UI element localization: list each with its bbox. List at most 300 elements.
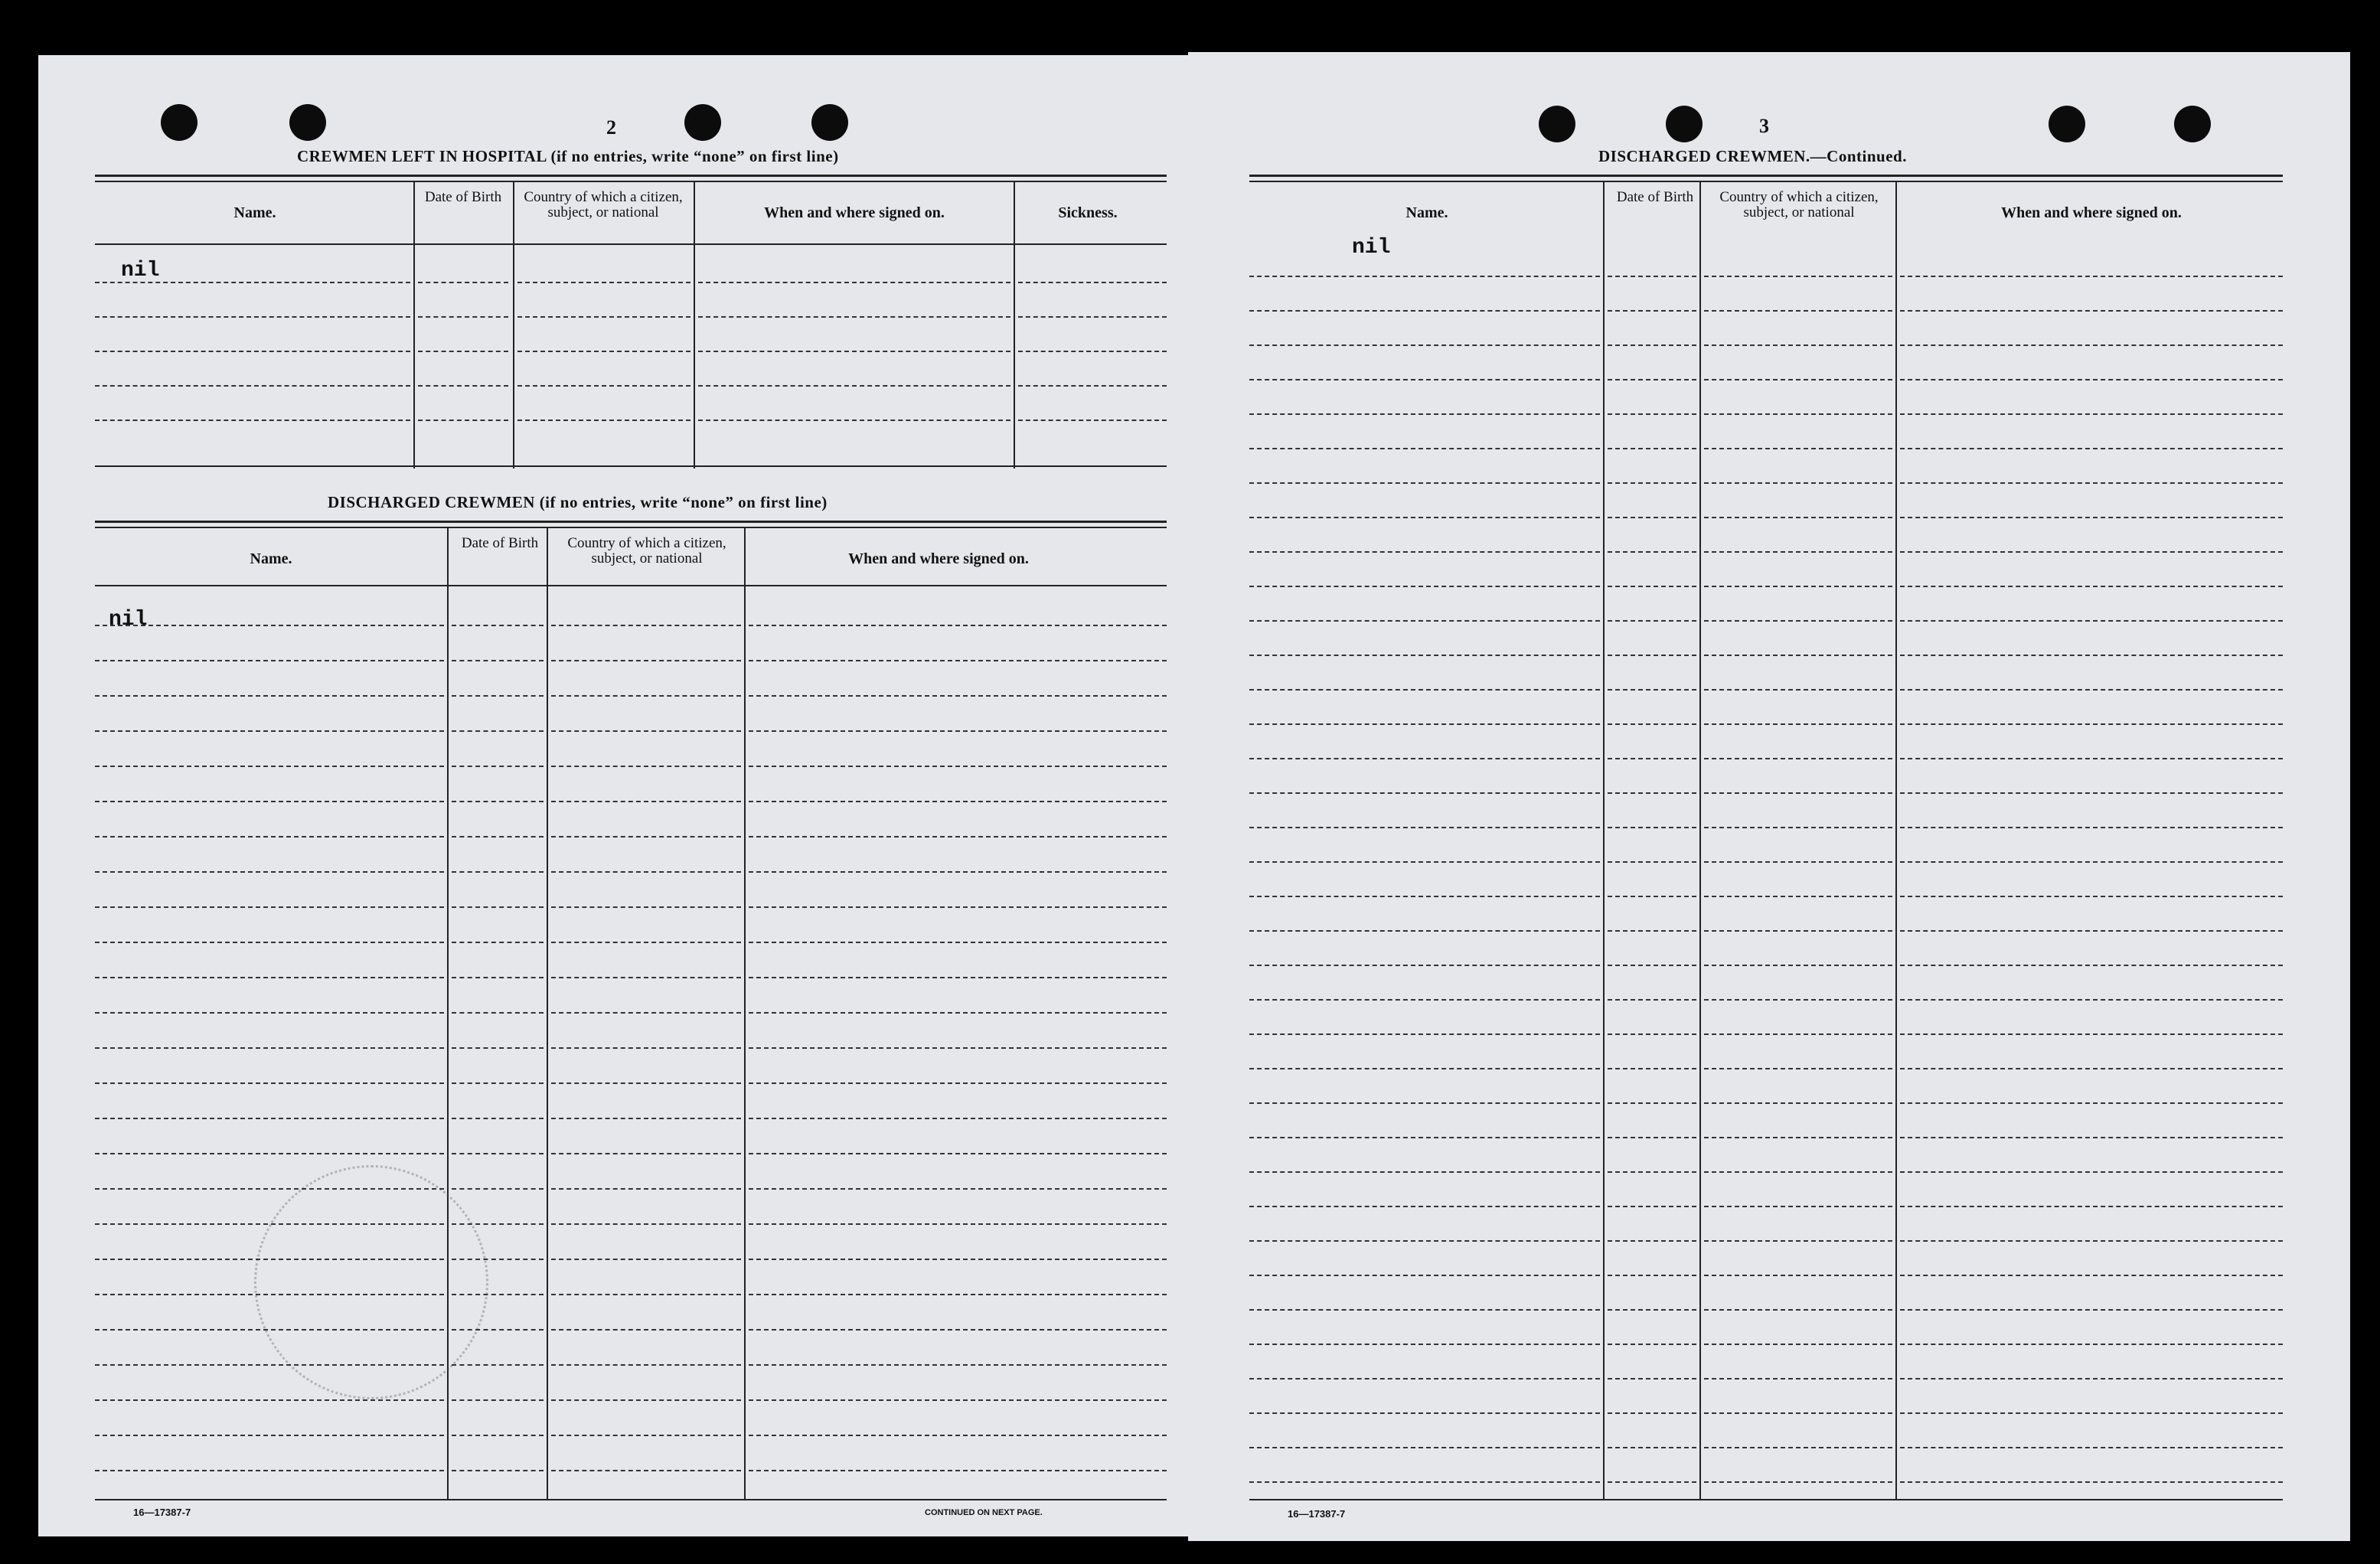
ruled-line <box>1704 1240 1892 1242</box>
ruled-line <box>1900 861 2283 863</box>
ruled-line <box>1900 689 2283 691</box>
ruled-line <box>1704 1171 1892 1173</box>
ruled-line <box>95 385 410 387</box>
ruled-line <box>1704 965 1892 966</box>
column-divider <box>744 528 746 1500</box>
table-bottom-rule <box>95 1499 1167 1500</box>
table-top-rule <box>1249 175 2283 177</box>
ruled-line <box>95 316 410 318</box>
left-page <box>38 55 1200 1536</box>
ruled-line <box>1900 517 2283 518</box>
punch-hole <box>1666 106 1703 142</box>
page-number: 3 <box>1759 115 1769 137</box>
punch-hole <box>684 104 721 141</box>
ruled-line <box>1704 861 1892 863</box>
ruled-line <box>749 1399 1167 1401</box>
ruled-line <box>95 1329 444 1331</box>
ruled-line <box>1249 1447 1600 1448</box>
ruled-line <box>551 1153 741 1154</box>
table-bottom-rule <box>95 465 1167 467</box>
ruled-line <box>1608 1378 1696 1380</box>
ruled-line <box>551 871 741 873</box>
ruled-line <box>1900 482 2283 484</box>
table-top-rule <box>95 181 1167 182</box>
ruled-line <box>1249 1240 1600 1242</box>
ruled-line <box>749 1188 1167 1190</box>
discharged-title-text: DISCHARGED CREWMEN <box>328 493 535 511</box>
table-top-rule <box>95 521 1167 523</box>
ruled-line <box>749 1294 1167 1295</box>
ruled-line <box>452 1047 544 1049</box>
ruled-line <box>95 1082 444 1084</box>
ruled-line <box>452 1082 544 1084</box>
discharged-first-entry: nil <box>109 608 148 632</box>
ruled-line <box>1900 655 2283 656</box>
ruled-line <box>1704 1447 1892 1448</box>
discharged-section-title <box>328 493 828 512</box>
ruled-line <box>749 801 1167 802</box>
ruled-line <box>698 420 1010 421</box>
column-header-signed-on: When and where signed on. <box>2001 204 2182 221</box>
ruled-line <box>1608 965 1696 966</box>
ruled-line <box>1704 448 1892 449</box>
ruled-line <box>1249 379 1600 380</box>
ruled-line <box>1249 1344 1600 1345</box>
ruled-line <box>1704 1481 1892 1483</box>
ruled-line <box>95 1188 444 1190</box>
ruled-line <box>452 1223 544 1225</box>
ruled-line <box>551 1470 741 1471</box>
ruled-line <box>1704 1102 1892 1104</box>
ruled-line <box>551 1118 741 1119</box>
header-bottom-rule <box>95 243 1167 245</box>
ruled-line <box>1704 586 1892 587</box>
ruled-line <box>1704 655 1892 656</box>
ruled-line <box>1608 517 1696 518</box>
ruled-line <box>1900 586 2283 587</box>
ruled-line <box>1608 1171 1696 1173</box>
ruled-line <box>418 420 508 421</box>
ruled-line <box>551 801 741 802</box>
ruled-line <box>551 1047 741 1049</box>
ruled-line <box>452 1259 544 1260</box>
ruled-line <box>1608 1137 1696 1138</box>
ruled-line <box>1900 344 2283 346</box>
ruled-line <box>1900 758 2283 759</box>
ruled-line <box>1608 379 1696 380</box>
ruled-line <box>1900 1033 2283 1035</box>
ruled-line <box>1249 689 1600 691</box>
ruled-line <box>1900 1137 2283 1138</box>
ruled-line <box>1018 282 1167 283</box>
ruled-line <box>95 1364 444 1366</box>
ruled-line <box>1704 792 1892 794</box>
discharged-instruction: (if no entries, write “none” on first line) <box>539 493 828 511</box>
ruled-line <box>1900 1275 2283 1276</box>
ruled-line <box>1704 999 1892 1001</box>
ruled-line <box>1249 655 1600 656</box>
column-header-country: Country of which a citizen, subject, or national <box>567 535 726 567</box>
column-header-sickness: Sickness. <box>1058 204 1118 221</box>
ruled-line <box>551 625 741 626</box>
column-divider <box>513 182 514 469</box>
form-number: 16—17387-7 <box>133 1507 191 1518</box>
punch-hole <box>161 104 198 141</box>
ruled-line <box>1608 448 1696 449</box>
punch-hole <box>1539 106 1575 142</box>
ruled-line <box>95 1012 444 1014</box>
ruled-line <box>1900 1481 2283 1483</box>
ruled-line <box>95 730 444 732</box>
ruled-line <box>1608 1102 1696 1104</box>
column-header-name: Name. <box>250 550 292 567</box>
ruled-line <box>1608 723 1696 725</box>
ruled-line <box>517 282 690 283</box>
ruled-line <box>1900 792 2283 794</box>
hospital-title-text: CREWMEN LEFT IN HOSPITAL <box>297 147 547 165</box>
ruled-line <box>551 1329 741 1331</box>
ruled-line <box>1249 551 1600 553</box>
ruled-line <box>1900 965 2283 966</box>
ruled-line <box>452 1153 544 1154</box>
ruled-line <box>749 1153 1167 1154</box>
ruled-line <box>749 871 1167 873</box>
ruled-line <box>452 942 544 943</box>
ruled-line <box>1608 413 1696 415</box>
column-divider <box>413 182 415 469</box>
ruled-line <box>551 1294 741 1295</box>
hospital-section-title <box>297 147 839 166</box>
ruled-line <box>749 836 1167 838</box>
ruled-line <box>1249 827 1600 828</box>
ruled-line <box>749 730 1167 732</box>
ruled-line <box>1608 482 1696 484</box>
ruled-line <box>1608 758 1696 759</box>
ruled-line <box>1608 1240 1696 1242</box>
ruled-line <box>749 695 1167 697</box>
ruled-line <box>1249 896 1600 897</box>
ruled-line <box>1249 1309 1600 1311</box>
ruled-line <box>95 282 410 283</box>
ruled-line <box>1249 482 1600 484</box>
ruled-line <box>551 660 741 661</box>
ruled-line <box>1704 930 1892 932</box>
ruled-line <box>452 766 544 767</box>
ruled-line <box>95 801 444 802</box>
ruled-line <box>1249 965 1600 966</box>
ruled-line <box>1704 1068 1892 1069</box>
ruled-line <box>749 1329 1167 1331</box>
ruled-line <box>551 1188 741 1190</box>
ruled-line <box>1900 276 2283 277</box>
ruled-line <box>452 1329 544 1331</box>
discharged-continued-title: DISCHARGED CREWMEN.—Continued. <box>1598 147 1907 165</box>
ruled-line <box>1704 551 1892 553</box>
ruled-line <box>1249 1137 1600 1138</box>
column-divider <box>694 182 695 469</box>
column-header-dob: Date of Birth <box>1616 189 1694 205</box>
ruled-line <box>1249 517 1600 518</box>
ruled-line <box>1249 448 1600 449</box>
ruled-line <box>1608 276 1696 277</box>
ruled-line <box>1900 1309 2283 1311</box>
column-divider <box>547 528 548 1500</box>
punch-hole <box>811 104 848 141</box>
ruled-line <box>749 766 1167 767</box>
ruled-line <box>452 1012 544 1014</box>
ruled-line <box>517 420 690 421</box>
ruled-line <box>1018 351 1167 352</box>
ruled-line <box>95 977 444 978</box>
ruled-line <box>1249 1206 1600 1207</box>
column-header-name: Name. <box>1405 204 1448 221</box>
ruled-line <box>1249 1412 1600 1414</box>
ruled-line <box>95 766 444 767</box>
ruled-line <box>551 730 741 732</box>
ruled-line <box>551 766 741 767</box>
ruled-line <box>95 351 410 352</box>
ruled-line <box>452 1294 544 1295</box>
column-header-signed-on: When and where signed on. <box>764 204 945 221</box>
ruled-line <box>749 1223 1167 1225</box>
ruled-line <box>1018 420 1167 421</box>
ruled-line <box>551 1259 741 1260</box>
ruled-line <box>1704 1412 1892 1414</box>
form-number: 16—17387-7 <box>1288 1508 1346 1520</box>
ruled-line <box>1249 758 1600 759</box>
ruled-line <box>1704 620 1892 622</box>
ruled-line <box>1608 930 1696 932</box>
ruled-line <box>418 385 508 387</box>
column-header-name: Name. <box>233 204 276 221</box>
ruled-line <box>749 1082 1167 1084</box>
ruled-line <box>452 625 544 626</box>
ruled-line <box>418 282 508 283</box>
ruled-line <box>1704 1309 1892 1311</box>
ruled-line <box>1900 1344 2283 1345</box>
ruled-line <box>698 316 1010 318</box>
ruled-line <box>452 660 544 661</box>
ruled-line <box>1704 276 1892 277</box>
ruled-line <box>551 977 741 978</box>
ruled-line <box>1608 310 1696 312</box>
column-divider <box>1603 182 1605 1500</box>
header-bottom-rule <box>95 585 1167 586</box>
ruled-line <box>1608 1481 1696 1483</box>
ruled-line <box>698 385 1010 387</box>
ruled-line <box>452 977 544 978</box>
ruled-line <box>1900 896 2283 897</box>
ruled-line <box>1900 310 2283 312</box>
discharged-continued-first-entry: nil <box>1352 236 1391 260</box>
ruled-line <box>551 1012 741 1014</box>
ruled-line <box>1900 930 2283 932</box>
ruled-line <box>452 1470 544 1471</box>
ruled-line <box>1900 620 2283 622</box>
ruled-line <box>1704 758 1892 759</box>
ruled-line <box>1249 413 1600 415</box>
ruled-line <box>1249 1068 1600 1069</box>
punch-hole <box>289 104 326 141</box>
ruled-line <box>1249 930 1600 932</box>
column-header-dob: Date of Birth <box>461 535 539 551</box>
ruled-line <box>452 1118 544 1119</box>
ruled-line <box>698 282 1010 283</box>
ruled-line <box>1608 586 1696 587</box>
ruled-line <box>1608 792 1696 794</box>
ruled-line <box>95 1259 444 1260</box>
ruled-line <box>95 1435 444 1436</box>
ruled-line <box>1704 896 1892 897</box>
ruled-line <box>1900 1171 2283 1173</box>
ruled-line <box>1249 1481 1600 1483</box>
ruled-line <box>1608 1447 1696 1448</box>
ruled-line <box>1704 723 1892 725</box>
ruled-line <box>95 625 444 626</box>
ruled-line <box>1900 723 2283 725</box>
ruled-line <box>418 351 508 352</box>
ruled-line <box>95 660 444 661</box>
ruled-line <box>452 1188 544 1190</box>
ruled-line <box>1704 1137 1892 1138</box>
ruled-line <box>1249 344 1600 346</box>
ruled-line <box>95 942 444 943</box>
ruled-line <box>1249 276 1600 277</box>
punch-hole <box>2049 106 2085 142</box>
table-bottom-rule <box>1249 1499 2283 1500</box>
ruled-line <box>95 1399 444 1401</box>
ruled-line <box>1900 379 2283 380</box>
ruled-line <box>1704 310 1892 312</box>
ruled-line <box>1704 413 1892 415</box>
ruled-line <box>1608 1309 1696 1311</box>
ruled-line <box>551 1364 741 1366</box>
ruled-line <box>1900 448 2283 449</box>
ruled-line <box>1608 1068 1696 1069</box>
ruled-line <box>749 977 1167 978</box>
table-top-rule <box>95 175 1167 177</box>
ruled-line <box>551 1223 741 1225</box>
ruled-line <box>452 906 544 908</box>
ruled-line <box>551 836 741 838</box>
ruled-line <box>1608 999 1696 1001</box>
ruled-line <box>749 1364 1167 1366</box>
column-divider <box>1895 182 1897 1500</box>
ruled-line <box>1249 586 1600 587</box>
ruled-line <box>749 942 1167 943</box>
ruled-line <box>749 625 1167 626</box>
ruled-line <box>551 1399 741 1401</box>
ruled-line <box>749 1047 1167 1049</box>
ruled-line <box>1608 689 1696 691</box>
ruled-line <box>452 1399 544 1401</box>
ruled-line <box>551 695 741 697</box>
ruled-line <box>1608 896 1696 897</box>
ruled-line <box>1018 316 1167 318</box>
ruled-line <box>95 1223 444 1225</box>
ruled-line <box>452 801 544 802</box>
ruled-line <box>1249 723 1600 725</box>
ruled-line <box>1249 1102 1600 1104</box>
hospital-first-entry: nil <box>121 259 160 282</box>
ruled-line <box>1900 1068 2283 1069</box>
ruled-line <box>1900 999 2283 1001</box>
ruled-line <box>1704 344 1892 346</box>
ruled-line <box>95 1153 444 1154</box>
ruled-line <box>1900 1412 2283 1414</box>
ruled-line <box>95 695 444 697</box>
column-header-signed-on: When and where signed on. <box>848 550 1029 567</box>
column-header-country: Country of which a citizen, subject, or national <box>524 189 683 220</box>
ruled-line <box>1900 1206 2283 1207</box>
page-number: 2 <box>606 116 616 139</box>
ruled-line <box>1704 517 1892 518</box>
ruled-line <box>1018 385 1167 387</box>
ruled-line <box>1608 1206 1696 1207</box>
ruled-line <box>1704 482 1892 484</box>
ruled-line <box>551 942 741 943</box>
ruled-line <box>452 836 544 838</box>
ruled-line <box>551 1435 741 1436</box>
ruled-line <box>1704 1344 1892 1345</box>
ruled-line <box>749 906 1167 908</box>
ruled-line <box>1249 1378 1600 1380</box>
ruled-line <box>1608 1344 1696 1345</box>
ruled-line <box>1249 1275 1600 1276</box>
column-header-country: Country of which a citizen, subject, or national <box>1719 189 1879 220</box>
ruled-line <box>95 1470 444 1471</box>
ruled-line <box>1608 1033 1696 1035</box>
ruled-line <box>1900 1378 2283 1380</box>
ruled-line <box>95 871 444 873</box>
ruled-line <box>1249 792 1600 794</box>
ruled-line <box>452 730 544 732</box>
ruled-line <box>1608 827 1696 828</box>
ruled-line <box>749 660 1167 661</box>
ruled-line <box>1608 655 1696 656</box>
ruled-line <box>1249 861 1600 863</box>
ruled-line <box>452 695 544 697</box>
ruled-line <box>1249 1171 1600 1173</box>
ruled-line <box>1900 413 2283 415</box>
ruled-line <box>749 1435 1167 1436</box>
ruled-line <box>698 351 1010 352</box>
ruled-line <box>517 316 690 318</box>
ruled-line <box>1900 827 2283 828</box>
ruled-line <box>1704 1206 1892 1207</box>
ruled-line <box>517 351 690 352</box>
ruled-line <box>95 1294 444 1295</box>
ruled-line <box>1704 1378 1892 1380</box>
ruled-line <box>95 906 444 908</box>
hospital-instruction: (if no entries, write “none” on first line) <box>550 147 839 165</box>
ruled-line <box>1608 620 1696 622</box>
ruled-line <box>1704 379 1892 380</box>
ruled-line <box>1900 1102 2283 1104</box>
right-page <box>1188 52 2350 1541</box>
ruled-line <box>1608 551 1696 553</box>
ruled-line <box>551 906 741 908</box>
ruled-line <box>1704 827 1892 828</box>
ruled-line <box>551 1082 741 1084</box>
table-top-rule <box>1249 181 2283 182</box>
ruled-line <box>95 836 444 838</box>
ruled-line <box>749 1259 1167 1260</box>
punch-hole <box>2174 106 2211 142</box>
column-divider <box>1014 182 1015 469</box>
table-top-rule <box>95 527 1167 528</box>
ruled-line <box>1704 1275 1892 1276</box>
